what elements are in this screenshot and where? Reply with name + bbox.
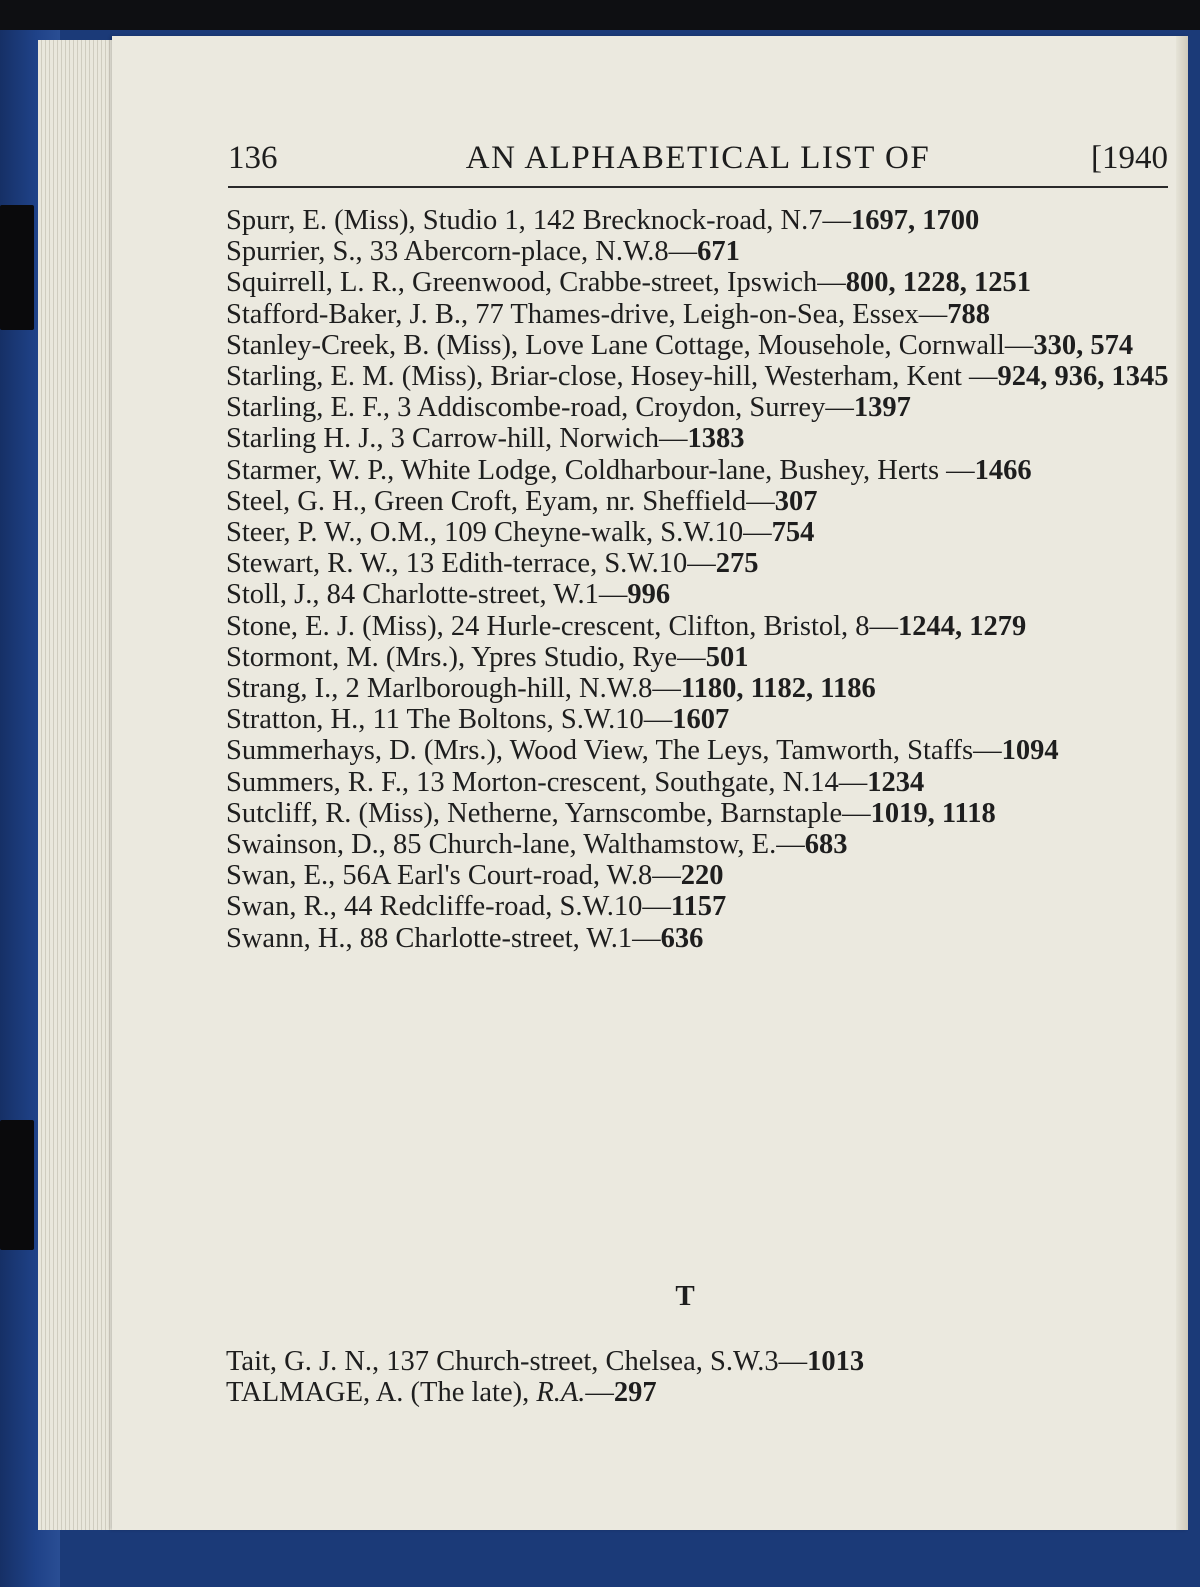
list-item: Tait, G. J. N., 137 Church-street, Chelsea, S.W.3—1013 <box>226 1346 865 1377</box>
entries-list-s <box>226 205 1170 954</box>
list-item: Starling, E. M. (Miss), Briar-close, Hosey-hill, Westerham, Kent —924, 936, 1345 <box>226 361 1169 393</box>
list-item: Spurr, E. (Miss), Studio 1, 142 Brecknock-road, N.7—1697, 1700 <box>226 205 980 236</box>
list-item: Stormont, M. (Mrs.), Ypres Studio, Rye—501 <box>226 641 749 673</box>
list-item: Stratton, H., 11 The Boltons, S.W.10—1607 <box>226 704 730 736</box>
page-right-edge <box>1176 36 1188 1530</box>
list-item: Steer, P. W., O.M., 109 Cheyne-walk, S.W.10—754 <box>226 517 815 549</box>
list-item: Swan, R., 44 Redcliffe-road, S.W.10—1157 <box>226 891 727 923</box>
list-item: Squirrell, L. R., Greenwood, Crabbe-street, Ipswich—800, 1228, 1251 <box>226 267 1031 299</box>
entries-list-t <box>226 1346 1170 1408</box>
list-item: Starling, E. F., 3 Addiscombe-road, Croydon, Surrey—1397 <box>226 392 911 424</box>
list-item: Stewart, R. W., 13 Edith-terrace, S.W.10—275 <box>226 548 759 580</box>
section-heading-t: T <box>675 1280 695 1312</box>
list-item: Spurrier, S., 33 Abercorn-place, N.W.8—671 <box>226 236 740 268</box>
list-item: Swainson, D., 85 Church-lane, Walthamstow, E.—683 <box>226 829 848 861</box>
list-item: Stone, E. J. (Miss), 24 Hurle-crescent, Clifton, Bristol, 8—1244, 1279 <box>226 610 1027 642</box>
list-item: Starmer, W. P., White Lodge, Coldharbour-lane, Bushey, Herts —1466 <box>226 454 1032 486</box>
list-item: Stoll, J., 84 Charlotte-street, W.1—996 <box>226 579 671 611</box>
list-item: Summers, R. F., 13 Morton-crescent, Southgate, N.14—1234 <box>226 766 925 798</box>
header-rule <box>228 186 1168 188</box>
list-item: Summerhays, D. (Mrs.), Wood View, The Leys, Tamworth, Staffs—1094 <box>226 735 1059 767</box>
binding-clip-top <box>0 205 34 330</box>
list-item: Strang, I., 2 Marlborough-hill, N.W.8—1180, 1182, 1186 <box>226 673 876 705</box>
list-item: Swan, E., 56A Earl's Court-road, W.8—220 <box>226 860 724 892</box>
list-item: Steel, G. H., Green Croft, Eyam, nr. Sheffield—307 <box>226 485 818 517</box>
header-year: [1940 <box>1091 140 1168 176</box>
list-item: Sutcliff, R. (Miss), Netherne, Yarnscombe, Barnstaple—1019, 1118 <box>226 797 996 829</box>
page-header <box>228 140 1168 184</box>
list-item: Swann, H., 88 Charlotte-street, W.1—636 <box>226 922 704 954</box>
list-item: Stanley-Creek, B. (Miss), Love Lane Cottage, Mousehole, Cornwall—330, 574 <box>226 329 1134 361</box>
list-item: Stafford-Baker, J. B., 77 Thames-drive, Leigh-on-Sea, Essex—788 <box>226 298 990 330</box>
list-item: Starling H. J., 3 Carrow-hill, Norwich—1383 <box>226 423 745 455</box>
binding-clip-bottom <box>0 1120 34 1250</box>
running-title: AN ALPHABETICAL LIST OF <box>465 140 931 176</box>
list-item: TALMAGE, A. (The late), R.A.—297 <box>226 1377 657 1409</box>
page-number: 136 <box>228 140 278 176</box>
